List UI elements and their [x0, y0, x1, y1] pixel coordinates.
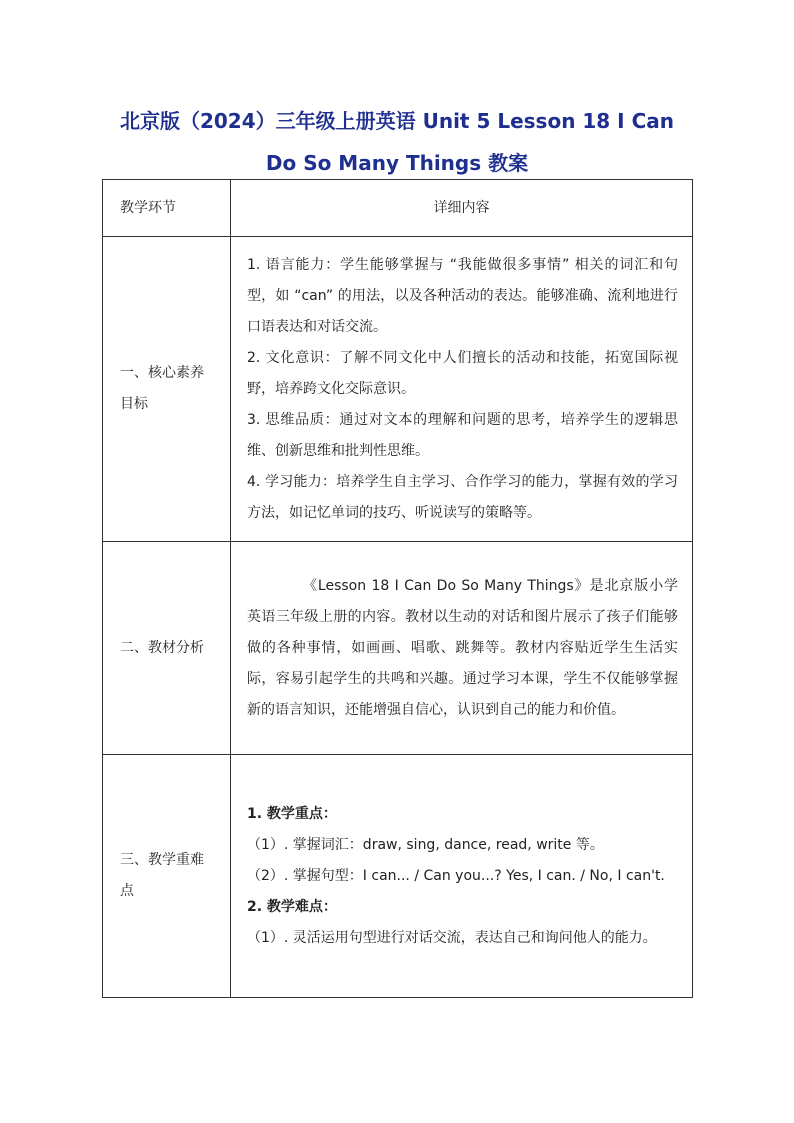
paragraph: 《Lesson 18 I Can Do So Many Things》是北京版小学英语三年级上册的内容。教材以生动的对话和图片展示了孩子们能够做的各种事情，如画画、唱歌、跳舞等。教材内容贴近学生生活实际，容易引起学生的共鸣和兴趣。通过学习本课，学生不仅能够掌握新的语言知识，还能增强自信心，认识到自己的能力和价值。: [247, 577, 678, 718]
lesson-plan-table: [102, 179, 693, 998]
section-heading: 2. 教学难点：: [247, 898, 337, 915]
title-line-1: 北京版（2024）三年级上册英语 Unit 5 Lesson 18 I Can: [119, 109, 675, 133]
paragraph: 3. 思维品质：通过对文本的理解和问题的思考，培养学生的逻辑思维、创新思维和批判性思维。: [247, 411, 678, 459]
document-title: [100, 100, 694, 184]
row-label: 二、教材分析: [103, 542, 231, 755]
table-header-row: [103, 180, 693, 237]
paragraph: 2. 文化意识：了解不同文化中人们擅长的活动和技能，拓宽国际视野，培养跨文化交际意识。: [247, 349, 678, 397]
list-item: （1）. 灵活运用句型进行对话交流，表达自己和询问他人的能力。: [247, 929, 657, 946]
list-item: （1）. 掌握词汇：draw, sing, dance, read, write 等。: [247, 836, 604, 853]
table-row: [103, 542, 693, 755]
header-details: 详细内容: [231, 180, 693, 237]
row-content: [231, 755, 693, 998]
title-line-2: Do So Many Things 教案: [265, 151, 529, 175]
row-content: [231, 237, 693, 542]
table-row: [103, 755, 693, 998]
section-heading: 1. 教学重点：: [247, 805, 337, 822]
list-item: （2）. 掌握句型：I can... / Can you...? Yes, I can. / No, I can't.: [247, 867, 665, 884]
paragraph: 4. 学习能力：培养学生自主学习、合作学习的能力，掌握有效的学习方法，如记忆单词的技巧、听说读写的策略等。: [247, 473, 678, 521]
row-content: [231, 542, 693, 755]
paragraph: 1. 语言能力：学生能够掌握与 “我能做很多事情” 相关的词汇和句型，如 “can” 的用法，以及各种活动的表达。能够准确、流利地进行口语表达和对话交流。: [247, 256, 678, 335]
row-label: 三、教学重难点: [103, 755, 231, 998]
row-label: 一、核心素养目标: [103, 237, 231, 542]
header-stage: 教学环节: [103, 180, 231, 237]
table-row: [103, 237, 693, 542]
